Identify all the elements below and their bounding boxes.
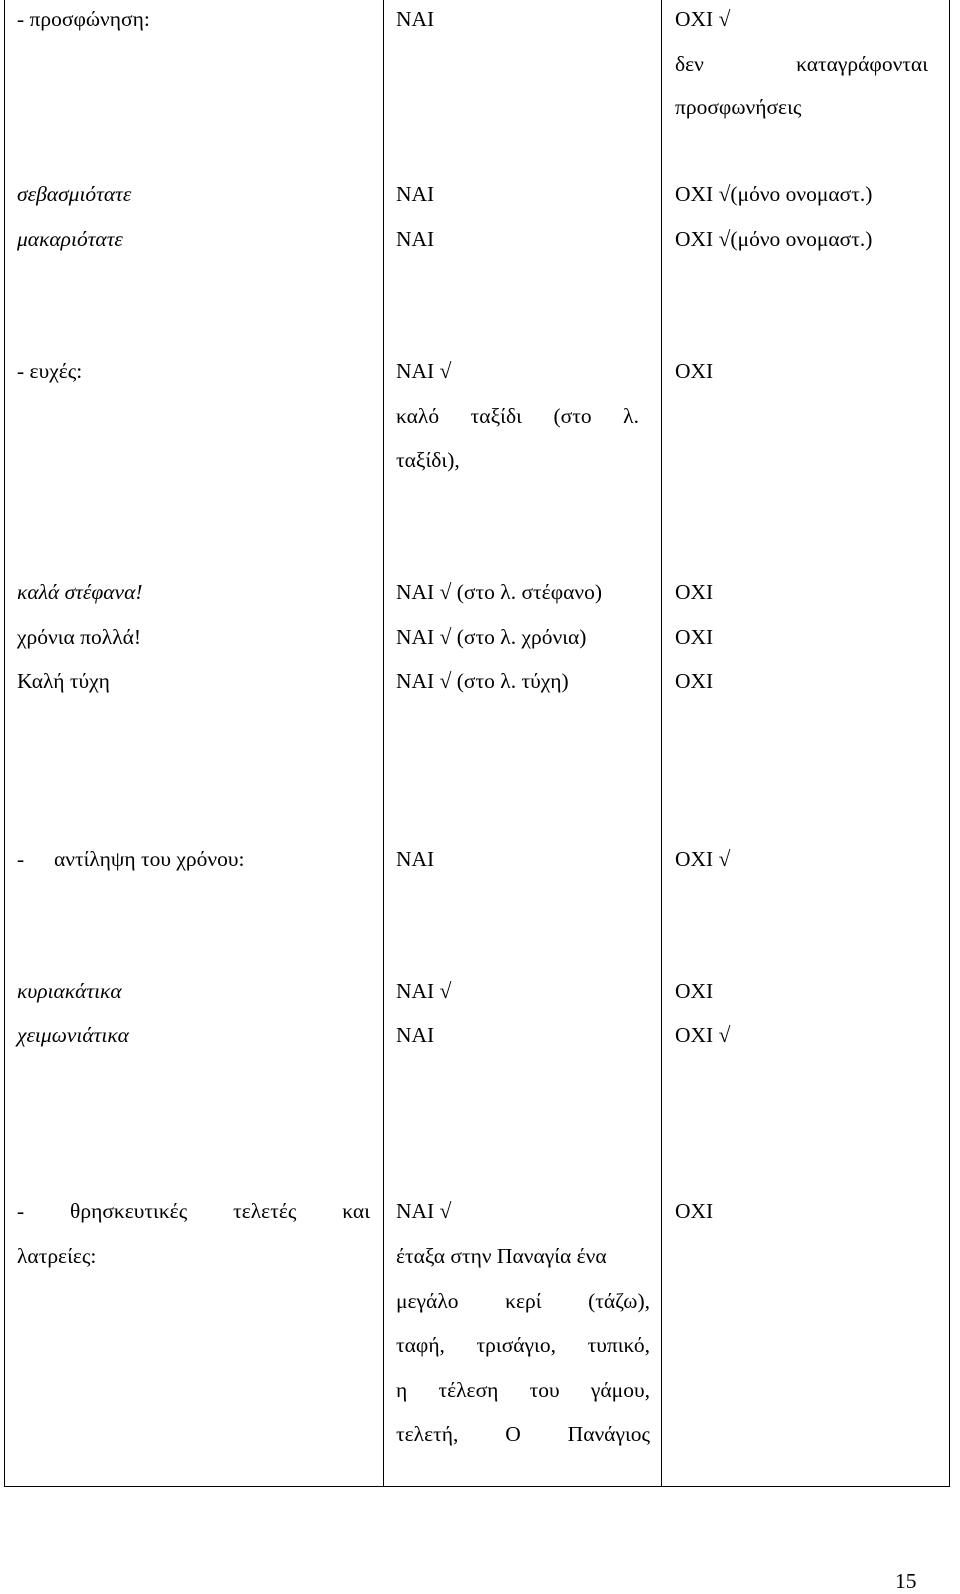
page-number: 15 [895,1569,917,1593]
row-religious-label-word: θρησκευτικές [70,1199,188,1223]
wish-example-no: ΟΧΙ [675,669,714,693]
row-address-note-line1 [675,54,928,76]
row-religious-label-word: τελετές [233,1199,297,1223]
row-religious-note-word: τρισάγιο, [476,1333,556,1357]
wish-example-yes: ΝΑΙ √ (στο λ. τύχη) [396,669,569,693]
column-divider-1 [383,0,384,1486]
row-religious-note-word: η [396,1378,408,1402]
time-example-no: ΟΧΙ [675,979,714,1003]
time-example-no: ΟΧΙ √ [675,1023,731,1047]
row-religious-note-word: γάμου, [590,1378,650,1402]
row-religious-note-line5 [396,1424,650,1446]
row-wishes-note-word: ταξίδι [470,404,522,428]
column-divider-2 [661,0,662,1486]
row-wishes-note-line1 [396,406,639,428]
row-religious-note-line2 [396,1291,650,1313]
row-religious-note-word: μεγάλο [396,1289,459,1313]
row-religious-label-line1 [17,1201,370,1223]
row-wishes-note-word: (στο [553,404,592,428]
row-address-note-word: καταγράφονται [796,52,928,76]
row-religious-note-word: κερί [505,1289,542,1313]
address-example-yes: ΝΑΙ [396,182,435,206]
time-example-label: χειμωνιάτικα [17,1023,129,1047]
row-wishes-no: ΟΧΙ [675,359,714,383]
row-religious-note-word: (τάζω), [588,1289,650,1313]
address-example-yes: ΝΑΙ [396,227,435,251]
row-religious-yes: ΝΑΙ √ [396,1199,452,1223]
row-religious-note-line3 [396,1335,650,1357]
row-address-note-line2: προσφωνήσεις [675,95,802,119]
address-example-label: μακαριότατε [17,227,123,251]
row-time-label: αντίληψη του χρόνου: [54,847,245,871]
wish-example-label: χρόνια πολλά! [17,625,142,649]
row-wishes-label: - ευχές: [17,359,83,383]
row-time-no: ΟΧΙ √ [675,847,731,871]
address-example-no: ΟΧΙ √(μόνο ονομαστ.) [675,227,873,251]
row-religious-note-word: Πανάγιος [567,1422,650,1446]
row-religious-note-word: του [529,1378,560,1402]
wish-example-no: ΟΧΙ [675,625,714,649]
row-time-yes: ΝΑΙ [396,847,435,871]
wish-example-yes: ΝΑΙ √ (στο λ. στέφανο) [396,580,603,604]
wish-example-label: Καλή τύχη [17,669,110,693]
wish-example-no: ΟΧΙ [675,580,714,604]
row-time-dash: - [17,847,25,871]
time-example-yes: ΝΑΙ [396,1023,435,1047]
row-wishes-note-line2: ταξίδι), [396,448,460,472]
row-address-yes: ΝΑΙ [396,7,435,31]
row-address-label: - προσφώνηση: [17,7,150,31]
row-wishes-yes: ΝΑΙ √ [396,359,452,383]
row-wishes-note-word: λ. [623,404,639,428]
address-example-label: σεβασμιότατε [17,182,132,206]
wish-example-yes: ΝΑΙ √ (στο λ. χρόνια) [396,625,587,649]
row-religious-note-word: ταφή, [396,1333,445,1357]
row-religious-no: ΟΧΙ [675,1199,714,1223]
time-example-label: κυριακάτικα [17,979,122,1003]
row-religious-label-line2: λατρείες: [17,1244,97,1268]
row-wishes-note-word: καλό [396,404,440,428]
row-religious-note-line4 [396,1380,650,1402]
row-religious-note-word: τυπικό, [587,1333,650,1357]
address-example-no: ΟΧΙ √(μόνο ονομαστ.) [675,182,873,206]
row-religious-note-word: τέλεση [438,1378,499,1402]
row-religious-note-line1: έταξα στην Παναγία ένα [396,1244,607,1268]
time-example-yes: ΝΑΙ √ [396,979,452,1003]
row-religious-label-word: - [17,1199,25,1223]
wish-example-label: καλά στέφανα! [17,580,143,604]
row-religious-note-word: τελετή, [396,1422,459,1446]
row-religious-label-word: και [342,1199,370,1223]
row-religious-note-word: Ο [505,1422,521,1446]
row-address-note-word: δεν [675,52,704,76]
row-address-no: ΟΧΙ √ [675,7,731,31]
